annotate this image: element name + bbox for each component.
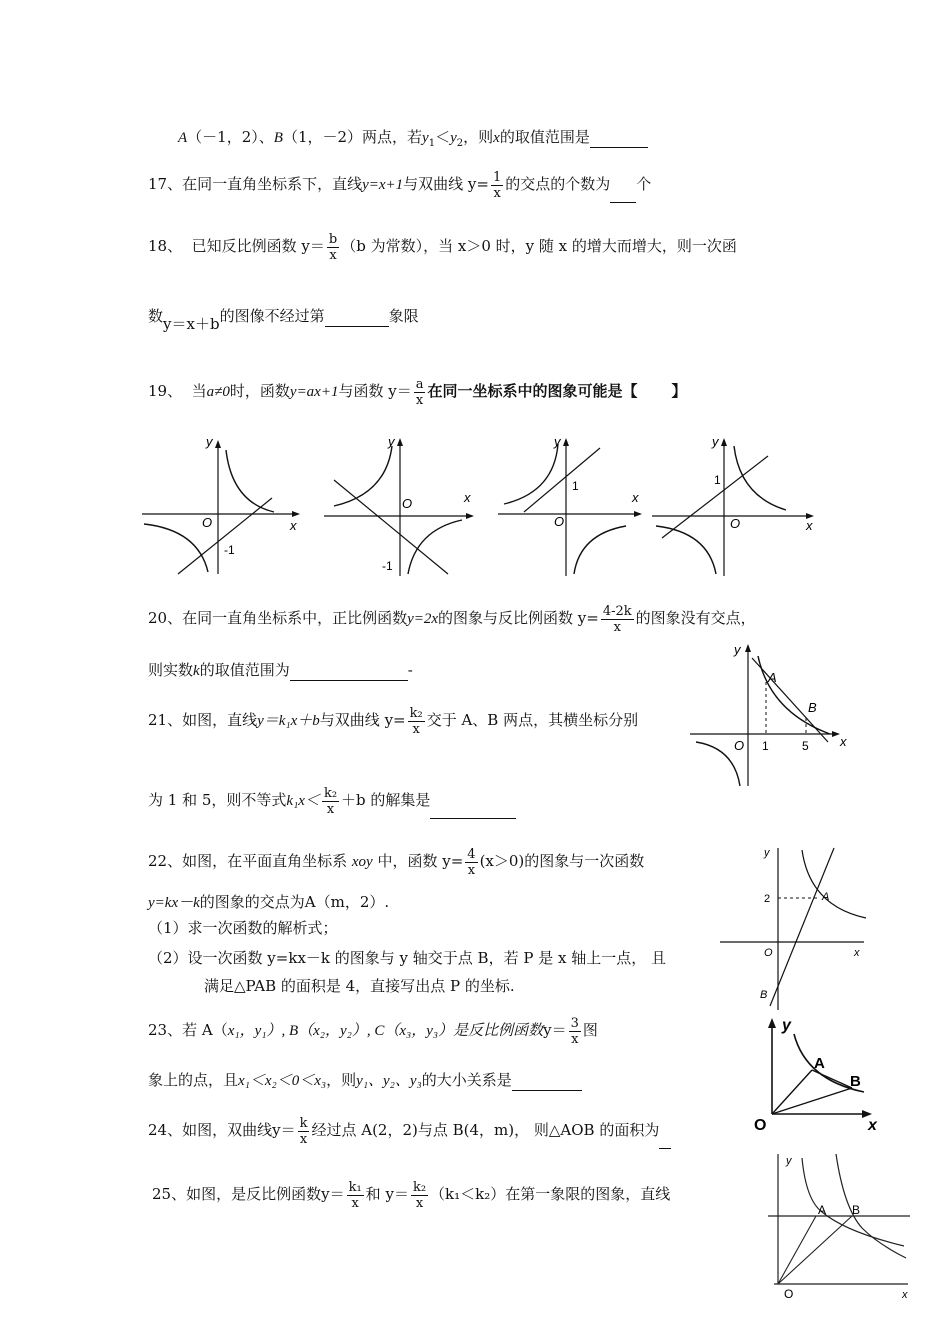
q20-mid: 的图象与反比例函数 y= [438, 609, 599, 627]
sub-1: 1 [428, 138, 436, 149]
q19-cond: a≠0 [206, 384, 230, 400]
answer-blank [325, 306, 389, 327]
q25-line [152, 1176, 670, 1212]
answer-blank [610, 166, 636, 203]
q23-end: 图 [582, 1021, 598, 1039]
frac-den: x [326, 801, 335, 817]
q20b-tail: - [407, 661, 413, 679]
q19-line [148, 373, 687, 410]
q22d-line: （2）设一次函数 y=kx－k 的图象与 y 轴交于点 B，若 P 是 x 轴上一点， 且 [148, 949, 666, 967]
frac-den: x [493, 185, 501, 201]
origin: O [730, 516, 741, 531]
q21-line [148, 702, 638, 739]
axis-y: y [206, 434, 213, 449]
origin: O [402, 496, 413, 511]
tick-5: 5 [802, 739, 809, 753]
origin: O [554, 514, 565, 529]
q21-end: 交于 A、B 两点，其横坐标分别 [426, 711, 639, 729]
axis-y: y [764, 847, 770, 859]
graph-19-c [496, 430, 656, 580]
figure-22 [718, 842, 868, 1012]
lt-sign: ＜ [435, 128, 451, 146]
q20-num: 20、在同一直角坐标系中，正比例函数 [148, 609, 408, 627]
q19-fraction [414, 377, 426, 408]
frac-num: a [415, 376, 424, 392]
q17-line [148, 166, 651, 203]
q23-pre: y＝ [543, 1021, 567, 1039]
axis-y: y [782, 1017, 791, 1034]
answer-blank [590, 127, 648, 148]
frac-den: x [412, 721, 420, 737]
q21-num: 21、如图，直线 [148, 711, 258, 729]
axis-y: y [554, 434, 561, 449]
origin: O [754, 1117, 767, 1134]
q20-line [148, 600, 756, 637]
q19-mid: 时，函数 [229, 382, 290, 400]
q21b-fraction [322, 786, 339, 817]
point-a: A [178, 130, 188, 146]
origin: O [784, 1287, 794, 1301]
q24-end: 经过点 A(2，2)与点 B(4，m)， 则△AOB 的面积为 [311, 1121, 660, 1139]
answer-blank [512, 1070, 582, 1091]
axis-y: y [712, 434, 719, 449]
frac-num: k₂ [412, 1179, 427, 1195]
q18-num: 18、 [148, 237, 183, 255]
q21-mid: 与双曲线 y= [319, 711, 406, 729]
q23b-vars: y₁、y₂、y₃ [356, 1073, 422, 1089]
q23-fraction [569, 1016, 581, 1047]
q25-pre1: y＝ [321, 1185, 345, 1203]
q22b-mid: 的图象的交点为 [199, 893, 305, 911]
q22c-line: （1）求一次函数的解析式； [148, 919, 338, 937]
q22b-pt: A（m，2）. [304, 893, 390, 911]
frac-num: 4 [467, 846, 476, 862]
q20-eq: y=2x [407, 611, 439, 627]
point-a: A [818, 1203, 827, 1217]
point-b: B [808, 700, 817, 715]
then-text: ，则 [463, 128, 494, 146]
frac-num: 1 [492, 169, 502, 185]
intercept-mark: -1 [224, 543, 235, 557]
frac-den: x [571, 1031, 579, 1047]
q22-end: 的图象与一次函数 [524, 852, 645, 870]
q23-points: x₁，y₁）, B（x₂，y₂）, C（x₃，y₃）是反比例函数 [227, 1023, 544, 1039]
tick-2: 2 [764, 893, 771, 905]
origin: O [764, 947, 773, 959]
axis-x: x [632, 490, 639, 505]
graph-19-b [322, 430, 492, 580]
q25-end: 在第一象限的图象，直线 [505, 1185, 671, 1203]
q18-cond: （b 为常数），当 x＞0 时，y 随 x 的增大而增大，则一次函 [341, 237, 737, 255]
q24-fraction [298, 1116, 310, 1147]
figure-24 [746, 1014, 886, 1134]
figure-21 [690, 638, 850, 788]
q18b-line [148, 306, 419, 333]
q25-fraction-1 [347, 1180, 364, 1211]
q19-num: 19、 [148, 382, 183, 400]
range-text: 的取值范围是 [499, 128, 590, 146]
q25-num: 25、如图，是反比例函数 [152, 1185, 322, 1203]
axis-x: x [464, 490, 471, 505]
axis-x: x [290, 518, 297, 533]
var-y1: y [422, 130, 429, 146]
frac-den: x [613, 619, 621, 635]
frac-num: k [299, 1115, 308, 1131]
answer-blank [430, 782, 516, 819]
axis-x: x [840, 734, 847, 749]
graph-19-d [650, 430, 820, 580]
axis-x: x [806, 518, 813, 533]
q18b-mid: 的图像不经过第 [219, 307, 325, 325]
q18-pre: 已知反比例函数 y＝ [191, 237, 325, 255]
frac-num: k₂ [409, 705, 423, 721]
q19-eq: y=ax+1 [289, 384, 339, 400]
point-b: B [273, 130, 283, 146]
point-a: A [814, 1055, 825, 1072]
frac-den: x [415, 1195, 424, 1211]
frac-num: k₁ [348, 1179, 362, 1195]
q20b-end: 的取值范围为 [199, 661, 290, 679]
intercept-mark: -1 [382, 559, 393, 573]
frac-num: k₂ [323, 785, 338, 801]
q25-cond: （k₁＜k₂） [430, 1185, 506, 1203]
q17-num: 17、在同一直角坐标系下，直线 [148, 175, 363, 193]
q21b-end: ＋b 的解集是 [341, 791, 431, 809]
q23b-line [148, 1070, 582, 1091]
q17-fraction [491, 170, 503, 201]
q19-pre: 当 [191, 382, 207, 400]
q21b-line [148, 782, 516, 819]
q24-line [148, 1112, 671, 1149]
q23b-cond: x₁＜x₂＜0＜x₃ [238, 1073, 327, 1089]
figure-25 [766, 1148, 916, 1338]
axis-x: x [854, 947, 860, 959]
frac-den: x [299, 1131, 308, 1147]
point-b-coord: （1，－2）两点，若 [282, 128, 423, 146]
q20b-line [148, 660, 413, 681]
q18b-eq: y＝x＋b [163, 315, 220, 333]
point-a: A [822, 891, 830, 903]
q17-unit: 个 [636, 175, 652, 193]
q25-and: 和 [365, 1185, 381, 1203]
point-b: B [852, 1203, 861, 1217]
q21b-lhs: k₁x＜ [286, 793, 320, 809]
sub-2: 2 [456, 138, 464, 149]
q20-fraction [601, 604, 634, 635]
q20b-pre: 则实数 [148, 661, 194, 679]
q23b-pre: 象上的点，且 [148, 1071, 239, 1089]
q19-end: 在同一坐标系中的图象可能是【 [427, 382, 638, 400]
q22-sys: xoy [351, 854, 373, 870]
q18b-end: 象限 [388, 307, 419, 325]
q22b-eq: y=kx－k [148, 895, 200, 911]
q20b-k: k [193, 663, 200, 679]
frac-den: x [329, 247, 337, 263]
var-x: x [493, 130, 500, 146]
q22-num: 22、如图，在平面直角坐标系 [148, 852, 348, 870]
point-b: B [760, 989, 768, 1001]
frac-den: x [415, 392, 424, 408]
axis-x: x [902, 1289, 908, 1301]
q21b-pre: 为 1 和 5，则不等式 [148, 791, 287, 809]
q23-num: 23、若 A（ [148, 1021, 228, 1039]
q22-mid: 中，函数 y= [377, 852, 464, 870]
graph-19-a [140, 430, 310, 580]
q18-line [148, 228, 737, 264]
frac-num: 3 [570, 1015, 579, 1031]
q23b-mid: ，则 [326, 1071, 357, 1089]
q24-num: 24、如图，双曲线 [148, 1121, 273, 1139]
q24-pre: y＝ [272, 1121, 296, 1139]
axis-y: y [786, 1155, 792, 1167]
q25-pre2: y＝ [385, 1185, 409, 1203]
frac-den: x [467, 862, 476, 878]
q17-end: 的交点的个数为 [505, 175, 611, 193]
point-a-coord: （－1，2）、 [187, 128, 274, 146]
origin: O [734, 738, 745, 753]
q23b-end: 的大小关系是 [421, 1071, 512, 1089]
q22e-line: 满足△PAB 的面积是 4，直接写出点 P 的坐标. [204, 977, 515, 995]
q18b-pre: 数 [148, 307, 164, 325]
frac-num: b [328, 231, 338, 247]
q19-close: 】 [671, 382, 687, 400]
intercept-mark: 1 [714, 473, 721, 487]
intercept-mark: 1 [572, 479, 579, 493]
q25-fraction-2 [411, 1180, 428, 1211]
axis-y: y [388, 434, 395, 449]
q22-line [148, 843, 644, 880]
q21-eq: y＝k₁x＋b [257, 713, 320, 729]
point-b: B [850, 1073, 861, 1090]
q23-line [148, 1012, 598, 1049]
origin: O [202, 515, 213, 530]
q17-eq: y=x+1 [362, 177, 404, 193]
q20-end: 的图象没有交点， [635, 609, 756, 627]
q17-mid: 与双曲线 y= [403, 175, 489, 193]
frac-num: 4-2k [602, 603, 632, 619]
q18-fraction [327, 232, 339, 263]
q22-cond: (x＞0) [479, 852, 525, 870]
answer-blank [659, 1112, 671, 1149]
answer-blank [290, 660, 408, 681]
frac-den: x [351, 1195, 359, 1211]
q16-line [178, 127, 648, 154]
tick-1: 1 [762, 739, 769, 753]
point-a: A [768, 670, 777, 685]
q22-fraction [465, 847, 477, 878]
axis-x: x [868, 1117, 877, 1134]
q19-mid2: 与函数 y＝ [338, 382, 412, 400]
q22b-line [148, 892, 389, 913]
axis-y: y [734, 642, 741, 657]
var-y2: y [450, 130, 457, 146]
q21-fraction [408, 706, 425, 737]
